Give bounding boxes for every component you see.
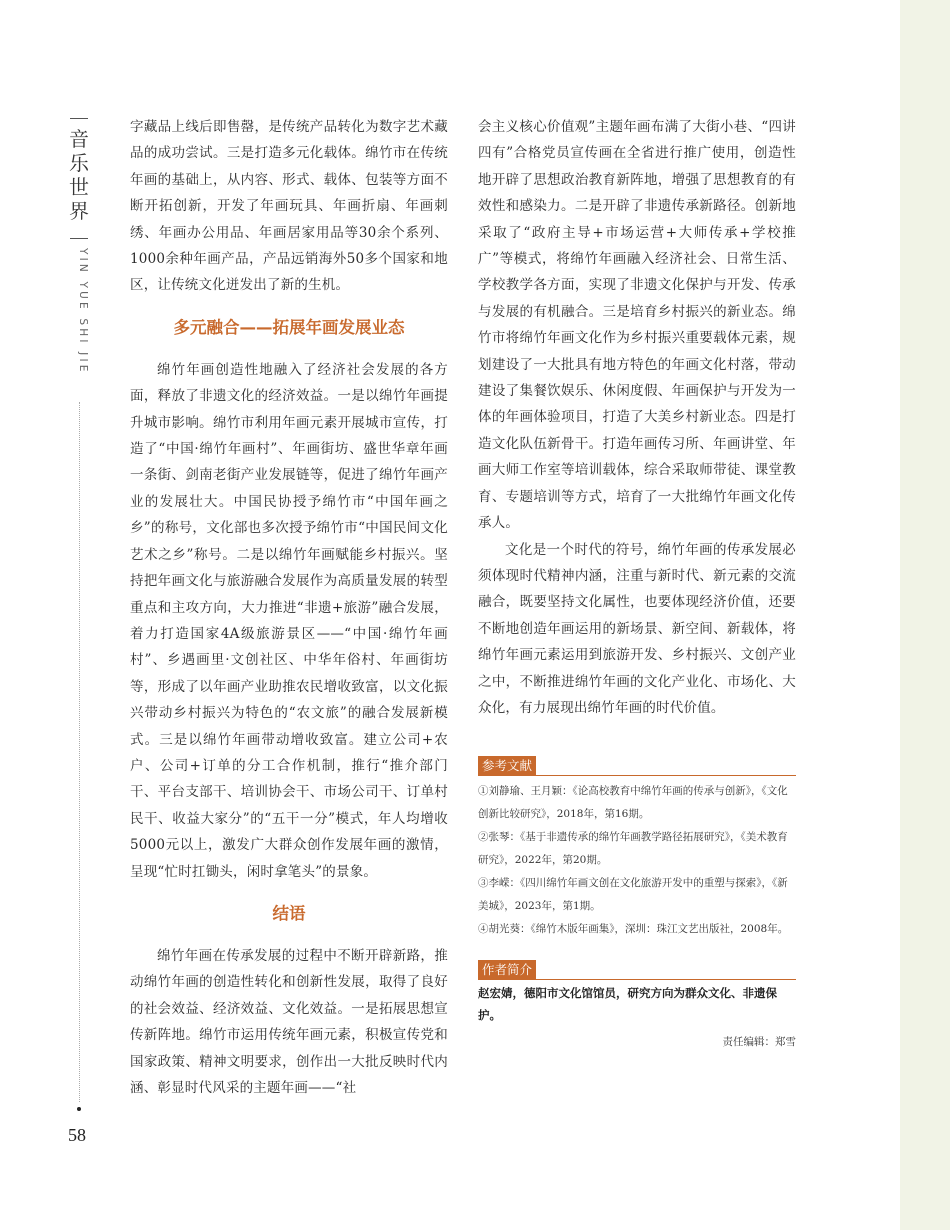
references-header <box>478 755 796 776</box>
editor-credit: 责任编辑：郑雪 <box>722 1036 796 1049</box>
margin-rule-top <box>70 118 88 119</box>
paragraph: 字藏品上线后即售罄，是传统产品转化为数字艺术藏品的成功尝试。三是打造多元化载体。绵竹市在传统年画的基础上，从内容、形式、载体、包装等方面不断开拓创新，开发了年画玩具、年画折扇、年画刺绣、年画办公用品、年画居家用品等30余个系列、1000余种年画产品，产品远销海外50多个国家和地区，让传统文化迸发出了新的生机。 <box>130 119 448 294</box>
journal-title-vertical <box>66 128 92 224</box>
paragraph: 文化是一个时代的符号，绵竹年画的传承发展必须体现时代精神内涵，注重与新时代、新元素的交流融合，既要坚持文化属性，也要体现经济价值，还要不断地创造年画运用的新场景、新空间、新载体，将绵竹年画元素运用到旅游开发、乡村振兴、文创产业之中，不断推进绵竹年画的文化产业化、市场化、大众化，有力展现出绵竹年画的时代价值。 <box>478 541 796 716</box>
references-list <box>478 780 796 941</box>
author-header <box>478 959 796 980</box>
references-label: 参考文献 <box>478 756 536 775</box>
margin-dot <box>77 1107 81 1111</box>
paragraph: 会主义核心价值观”主题年画布满了大街小巷、“四讲四有”合格党员宣传画在全省进行推广使用，创造性地开辟了思想政治教育新阵地，增强了思想教育的有效性和感染力。二是开辟了非遗传承新路径。创新地采取了“政府主导+市场运营+大师传承+学校推广”等模式，将绵竹年画融入经济社会、日常生活、学校教学各方面，实现了非遗文化保护与开发、传承与发展的有机融合。三是培育乡村振兴的新业态。绵竹市将绵竹年画文化作为乡村振兴重要载体元素，规划建设了一大批具有地方特色的年画文化村落，带动建设了集餐饮娱乐、休闲度假、年画保护与开发为一体的年画体验项目，打造了大美乡村新业态。四是打造文化队伍新骨干。打造年画传习所、年画讲堂、年画大师工作室等培训载体，综合采取师带徒、课堂教育、专题培训等方式，培育了一大批绵竹年画文化传承人。 <box>478 119 796 532</box>
right-column <box>478 114 796 1049</box>
journal-title-char: 界 <box>69 199 89 223</box>
decorative-side-band <box>900 0 950 1230</box>
page-number: 58 <box>68 1125 86 1145</box>
margin-rule-mid <box>70 238 88 239</box>
reference-item: ④胡光葵：《绵竹木版年画集》，深圳：珠江文艺出版社，2008年。 <box>478 923 789 936</box>
author-label: 作者简介 <box>478 960 536 979</box>
reference-item: ①刘静瑜、王月颖：《论高校教育中绵竹年画的传承与创新》，《文化创新比较研究》，2018年，第16期。 <box>478 785 788 821</box>
journal-title-char: 世 <box>69 175 89 199</box>
margin-dotted-line <box>79 402 80 1102</box>
left-column <box>130 114 448 1101</box>
section-heading: 多元融合——拓展年画发展业态 <box>173 317 405 337</box>
paragraph: 绵竹年画创造性地融入了经济社会发展的各方面，释放了非遗文化的经济效益。一是以绵竹年画提升城市影响。绵竹市利用年画元素开展城市宣传，打造了“中国·绵竹年画村”、年画街坊、盛世华章年画一条街、剑南老街产业发展链等，促进了绵竹年画产业的发展壮大。中国民协授予绵竹市“中国年画之乡”的称号，文化部也多次授予绵竹市“中国民间文化艺术之乡”称号。二是以绵竹年画赋能乡村振兴。坚持把年画文化与旅游融合发展作为高质量发展的转型重点和主攻方向，大力推进“非遗+旅游”融合发展，着力打造国家4A级旅游景区——“中国·绵竹年画村”、乡遇画里·文创社区、中华年俗村、年画街坊等，形成了以年画产业助推农民增收致富，以文化振兴带动乡村振兴为特色的“农文旅”的融合发展新模式。三是以绵竹年画带动增收致富。建立公司+农户、公司+订单的分工合作机制，推行“推介部门干、平台支部干、培训协会干、市场公司干、订单村民干、收益大家分”的“五干一分”模式，年人均增收5000元以上，激发广大群众创作发展年画的激情，呈现“忙时扛锄头，闲时拿笔头”的景象。 <box>130 361 448 880</box>
journal-title-char: 乐 <box>69 151 89 175</box>
reference-item: ②张琴：《基于非遗传承的绵竹年画教学路径拓展研究》，《美术教育研究》，2022年，第20期。 <box>478 831 788 867</box>
reference-item: ③李嵘：《四川绵竹年画文创在文化旅游开发中的重塑与探索》，《新美城》，2023年，第1期。 <box>478 877 788 913</box>
journal-pinyin: YIN YUE SHI JIE <box>77 248 89 375</box>
journal-title-char: 音 <box>69 127 89 151</box>
author-bio: 赵宏婧，德阳市文化馆馆员，研究方向为群众文化、非遗保护。 <box>478 986 777 1023</box>
paragraph: 绵竹年画在传承发展的过程中不断开辟新路，推动绵竹年画的创造性转化和创新性发展，取得了良好的社会效益、经济效益、文化效益。一是拓展思想宣传新阵地。绵竹市运用传统年画元素，积极宣传党和国家政策、精神文明要求，创作出一大批反映时代内涵、彰显时代风采的主题年画——“社 <box>130 947 448 1096</box>
section-heading: 结语 <box>272 903 306 923</box>
